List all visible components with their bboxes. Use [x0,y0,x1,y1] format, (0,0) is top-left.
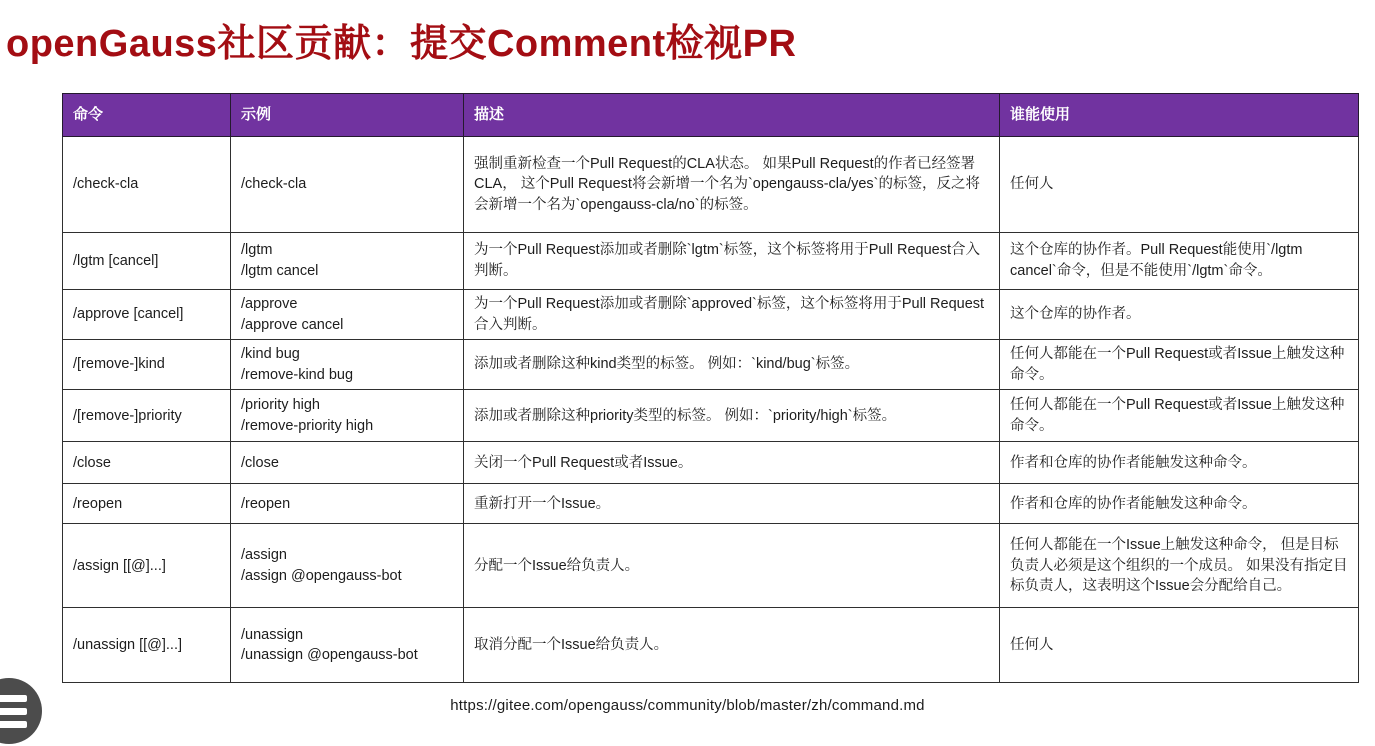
hamburger-menu-icon [0,721,27,728]
hamburger-menu-button[interactable] [0,678,42,744]
cell-description: 关闭一个Pull Request或者Issue。 [464,442,1000,484]
cell-example [231,340,464,390]
hamburger-menu-icon [0,695,27,702]
cell-description: 为一个Pull Request添加或者删除`approved`标签，这个标签将用于Pull Request合入判断。 [464,290,1000,340]
cell-who-can-use: 任何人 [1000,137,1359,233]
cell-example [231,137,464,233]
cell-example [231,233,464,290]
cell-description: 重新打开一个Issue。 [464,484,1000,524]
cell-description: 添加或者删除这种kind类型的标签。 例如：`kind/bug`标签。 [464,340,1000,390]
hamburger-menu-icon [0,708,27,715]
table-row [63,484,1359,524]
example-line: /approve cancel [241,316,344,333]
cell-description: 分配一个Issue给负责人。 [464,524,1000,608]
table-row [63,524,1359,608]
example-line: /remove-priority high [241,417,374,434]
example-line: /reopen [241,495,291,512]
column-header-who-can-use: 谁能使用 [1000,94,1359,137]
cell-who-can-use: 作者和仓库的协作者能触发这种命令。 [1000,442,1359,484]
example-line: /unassign [241,626,304,643]
cell-command: /approve [cancel] [63,290,231,340]
cell-example [231,524,464,608]
table-row [63,442,1359,484]
command-table [62,93,1359,683]
cell-who-can-use: 任何人都能在一个Pull Request或者Issue上触发这种命令。 [1000,390,1359,442]
column-header-description: 描述 [464,94,1000,137]
example-line: /lgtm [241,242,273,259]
example-line: /assign [241,547,287,564]
cell-command: /check-cla [63,137,231,233]
cell-command: /close [63,442,231,484]
cell-who-can-use: 任何人 [1000,608,1359,683]
cell-description: 取消分配一个Issue给负责人。 [464,608,1000,683]
example-line: /check-cla [241,176,307,193]
example-line: /priority high [241,397,320,414]
column-header-example: 示例 [231,94,464,137]
example-line: /assign @opengauss-bot [241,567,402,584]
cell-who-can-use: 这个仓库的协作者。Pull Request能使用`/lgtm cancel`命令，但是不能使用`/lgtm`命令。 [1000,233,1359,290]
table-row [63,390,1359,442]
cell-command: /lgtm [cancel] [63,233,231,290]
cell-who-can-use: 任何人都能在一个Issue上触发这种命令， 但是目标负责人必须是这个组织的一个成员。 如果没有指定目标负责人，这表明这个Issue会分配给自己。 [1000,524,1359,608]
column-header-command: 命令 [63,94,231,137]
example-line: /kind bug [241,346,300,363]
example-line: /lgtm cancel [241,263,319,279]
table-row [63,340,1359,390]
table-row [63,137,1359,233]
table-row [63,290,1359,340]
cell-example [231,290,464,340]
example-line: /close [241,454,279,471]
cell-example [231,442,464,484]
cell-example [231,608,464,683]
cell-command: /assign [[@]...] [63,524,231,608]
source-url: https://gitee.com/opengauss/community/blob/master/zh/command.md [450,697,925,714]
cell-who-can-use: 任何人都能在一个Pull Request或者Issue上触发这种命令。 [1000,340,1359,390]
table-row [63,608,1359,683]
cell-who-can-use: 作者和仓库的协作者能触发这种命令。 [1000,484,1359,524]
table-row [63,233,1359,290]
cell-description: 为一个Pull Request添加或者删除`lgtm`标签，这个标签将用于Pull Request合入判断。 [464,233,1000,290]
cell-command: /[remove-]kind [63,340,231,390]
page-title: openGauss社区贡献：提交Comment检视PR [6,23,797,65]
cell-command: /[remove-]priority [63,390,231,442]
cell-example [231,390,464,442]
example-line: /remove-kind bug [241,366,354,383]
cell-example [231,484,464,524]
cell-command: /reopen [63,484,231,524]
cell-description: 强制重新检查一个Pull Request的CLA状态。 如果Pull Request的作者已经签署CLA， 这个Pull Request将会新增一个名为`opengauss-cla/yes`的标签，反之将会新增一个名为`opengauss-cla/no`的标签。 [464,137,1000,233]
example-line: /approve [241,296,298,312]
cell-command: /unassign [[@]...] [63,608,231,683]
cell-description: 添加或者删除这种priority类型的标签。 例如：`priority/high`标签。 [464,390,1000,442]
cell-who-can-use: 这个仓库的协作者。 [1000,290,1359,340]
table-header-row [63,94,1359,137]
example-line: /unassign @opengauss-bot [241,647,418,664]
